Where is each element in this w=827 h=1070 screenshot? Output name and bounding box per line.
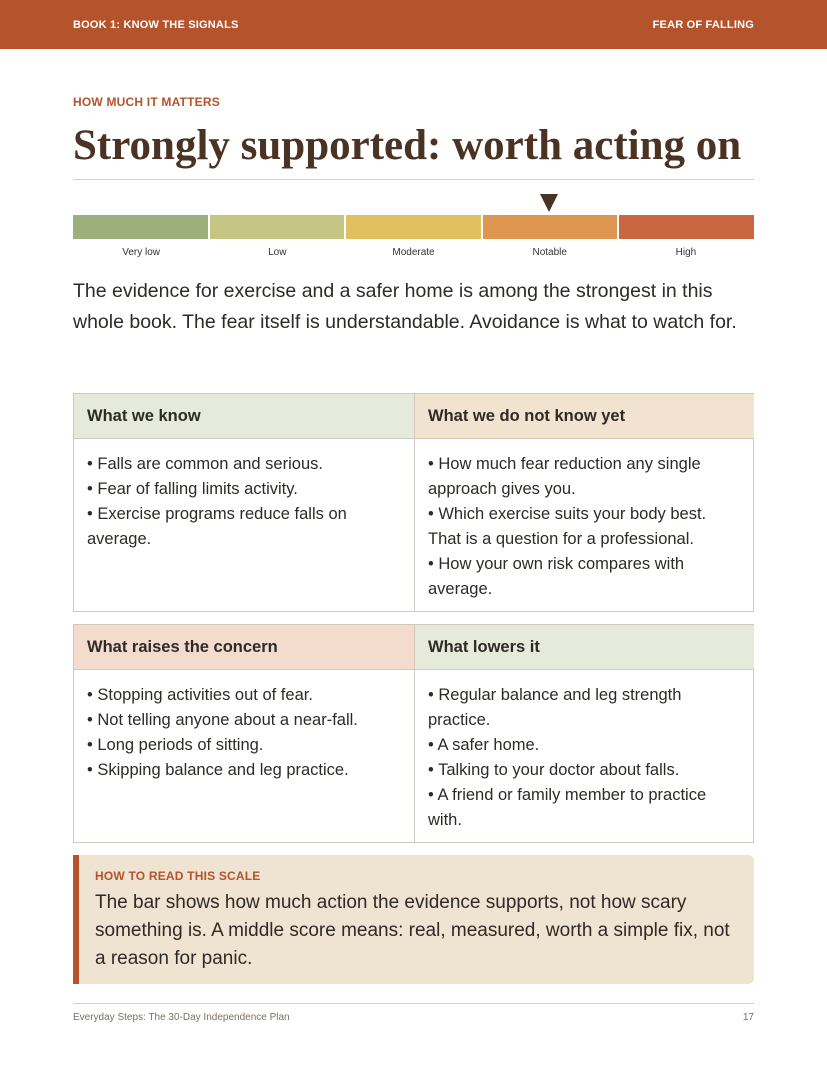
raises-header: What raises the concern (74, 625, 414, 670)
scale-pointer-icon (540, 194, 558, 212)
scale-segment-very-low (73, 215, 208, 239)
known-header: What we know (74, 394, 414, 439)
raises-list: • Stopping activities out of fear. • Not telling anyone about a near-fall. • Long periods of sitting. • Skipping balance and leg practice. (87, 686, 358, 779)
unknown-list: • How much fear reduction any single approach gives you. • Which exercise suits your body best. That is a question for a professional. • How your own risk compares with average. (414, 439, 754, 612)
scale-explainer-callout (73, 855, 754, 984)
callout-text: The bar shows how much action the evidence supports, not how scary something is. A middle score means: real, measured, worth a simple fix, not a reason for panic. (95, 892, 730, 969)
book-label: BOOK 1: KNOW THE SIGNALS (73, 19, 239, 31)
scale-segment-notable (483, 215, 618, 239)
scale-segment-low (210, 215, 345, 239)
chapter-label: FEAR OF FALLING (652, 19, 754, 31)
scale-label-moderate: Moderate (392, 247, 435, 258)
footer-divider (73, 1003, 754, 1004)
scale-label-notable: Notable (532, 247, 567, 258)
known-list: • Falls are common and serious. • Fear of falling limits activity. • Exercise programs reduce falls on average. (87, 455, 347, 548)
scale-label-high: High (675, 247, 697, 258)
section-eyebrow: HOW MUCH IT MATTERS (73, 95, 220, 109)
intro-paragraph: The evidence for exercise and a safer home is among the strongest in this whole book. The fear itself is understandable. Avoidance is what to watch for. (73, 280, 737, 333)
page-number: 17 (742, 1012, 754, 1023)
lowers-header: What lowers it (414, 625, 754, 670)
scale-segment-moderate (346, 215, 481, 239)
lowers-list: • Regular balance and leg strength practice. • A safer home. • Talking to your doctor about falls. • A friend or family member to practice with. (414, 670, 754, 843)
concern-table (73, 624, 754, 843)
footer-book-title: Everyday Steps: The 30-Day Independence Plan (73, 1012, 290, 1023)
scale-label-low: Low (268, 247, 287, 258)
top-banner (0, 0, 827, 49)
scale-segment-high (619, 215, 754, 239)
unknown-header: What we do not know yet (414, 394, 754, 439)
scale-label-very-low: Very low (122, 247, 160, 258)
page-title: Strongly supported: worth acting on (73, 122, 742, 169)
title-divider (73, 179, 754, 180)
evidence-scale-bar (73, 215, 754, 239)
evidence-table (73, 393, 754, 612)
scale-labels (73, 247, 754, 258)
callout-label: HOW TO READ THIS SCALE (95, 869, 261, 883)
